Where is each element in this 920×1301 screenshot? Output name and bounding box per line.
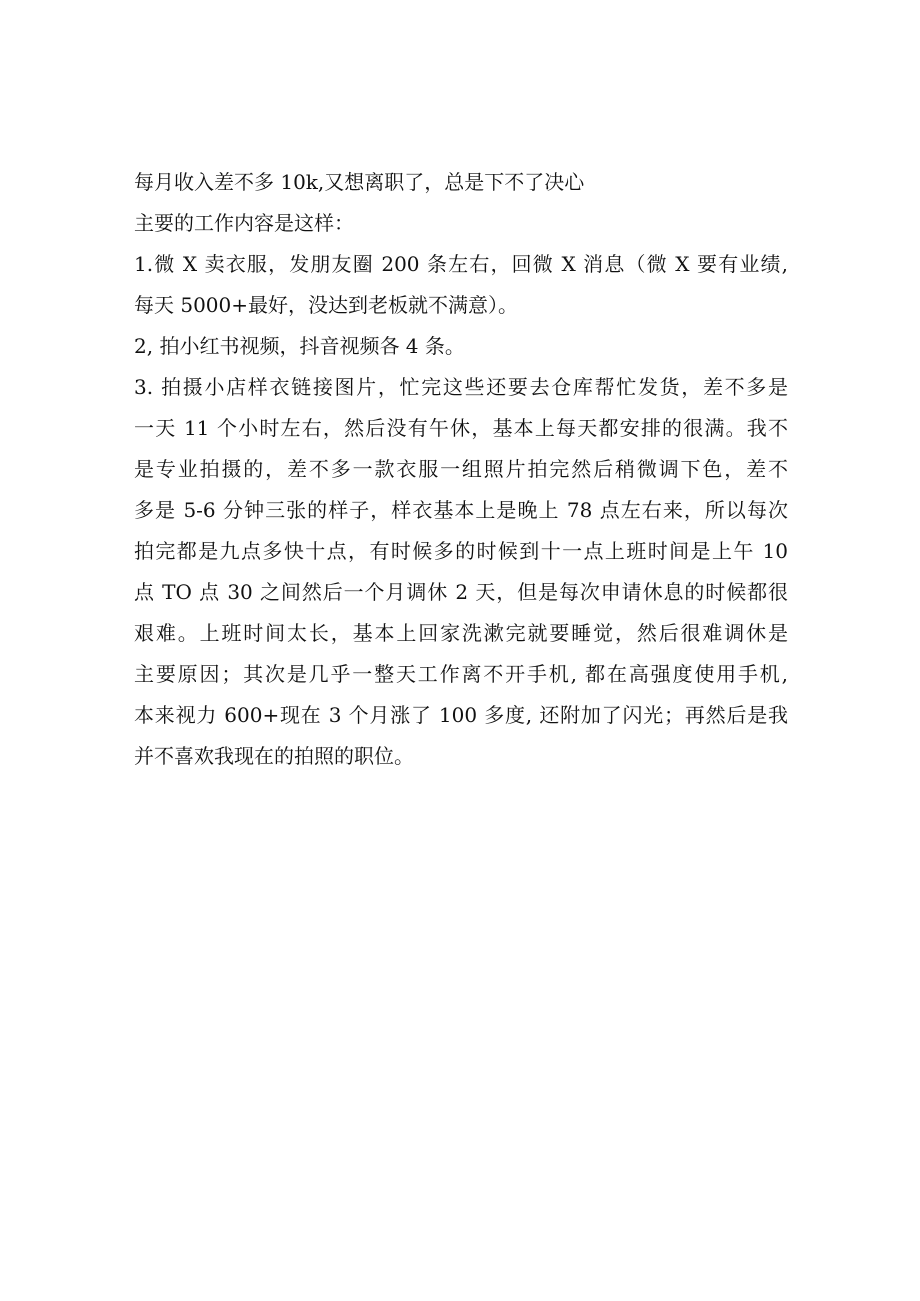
text-line: 主要的工作内容是这样： <box>134 211 354 235</box>
text-line: 主要原因；其次是几乎一整天工作离不开手机, 都在高强度使用手机, <box>134 662 788 686</box>
text-line: 一天 11 个小时左右，然后没有午休，基本上每天都安排的很满。我不 <box>134 416 788 440</box>
text-line: 多是 5-6 分钟三张的样子，样衣基本上是晚上 78 点左右来，所以每次 <box>134 498 788 522</box>
text-line: 点 TO 点 30 之间然后一个月调休 2 天，但是每次申请休息的时候都很 <box>134 580 788 604</box>
paragraph-work-intro <box>134 203 788 244</box>
text-line: 并不喜欢我现在的拍照的职位。 <box>134 744 414 768</box>
document-body <box>134 162 788 777</box>
paragraph-income <box>134 162 788 203</box>
text-line: 是专业拍摄的，差不多一款衣服一组照片拍完然后稍微调下色，差不 <box>134 457 788 481</box>
paragraph-item-3 <box>134 367 788 777</box>
text-line: 每天 5000+最好，没达到老板就不满意）。 <box>134 293 519 317</box>
text-line: 1.微 X 卖衣服，发朋友圈 200 条左右，回微 X 消息（微 X 要有业绩, <box>134 252 788 276</box>
text-line: 拍完都是九点多快十点，有时候多的时候到十一点上班时间是上午 10 <box>134 539 788 563</box>
paragraph-item-1 <box>134 244 788 326</box>
text-line: 本来视力 600+现在 3 个月涨了 100 多度, 还附加了闪光；再然后是我 <box>134 703 788 727</box>
text-line: 艰难。上班时间太长，基本上回家洗漱完就要睡觉，然后很难调休是 <box>134 621 788 645</box>
text-line: 2, 拍小红书视频，抖音视频各 4 条。 <box>134 334 465 358</box>
paragraph-item-2 <box>134 326 788 367</box>
text-line: 3. 拍摄小店样衣链接图片，忙完这些还要去仓库帮忙发货，差不多是 <box>134 375 788 399</box>
text-line: 每月收入差不多 10k,又想离职了，总是下不了决心 <box>134 170 585 194</box>
